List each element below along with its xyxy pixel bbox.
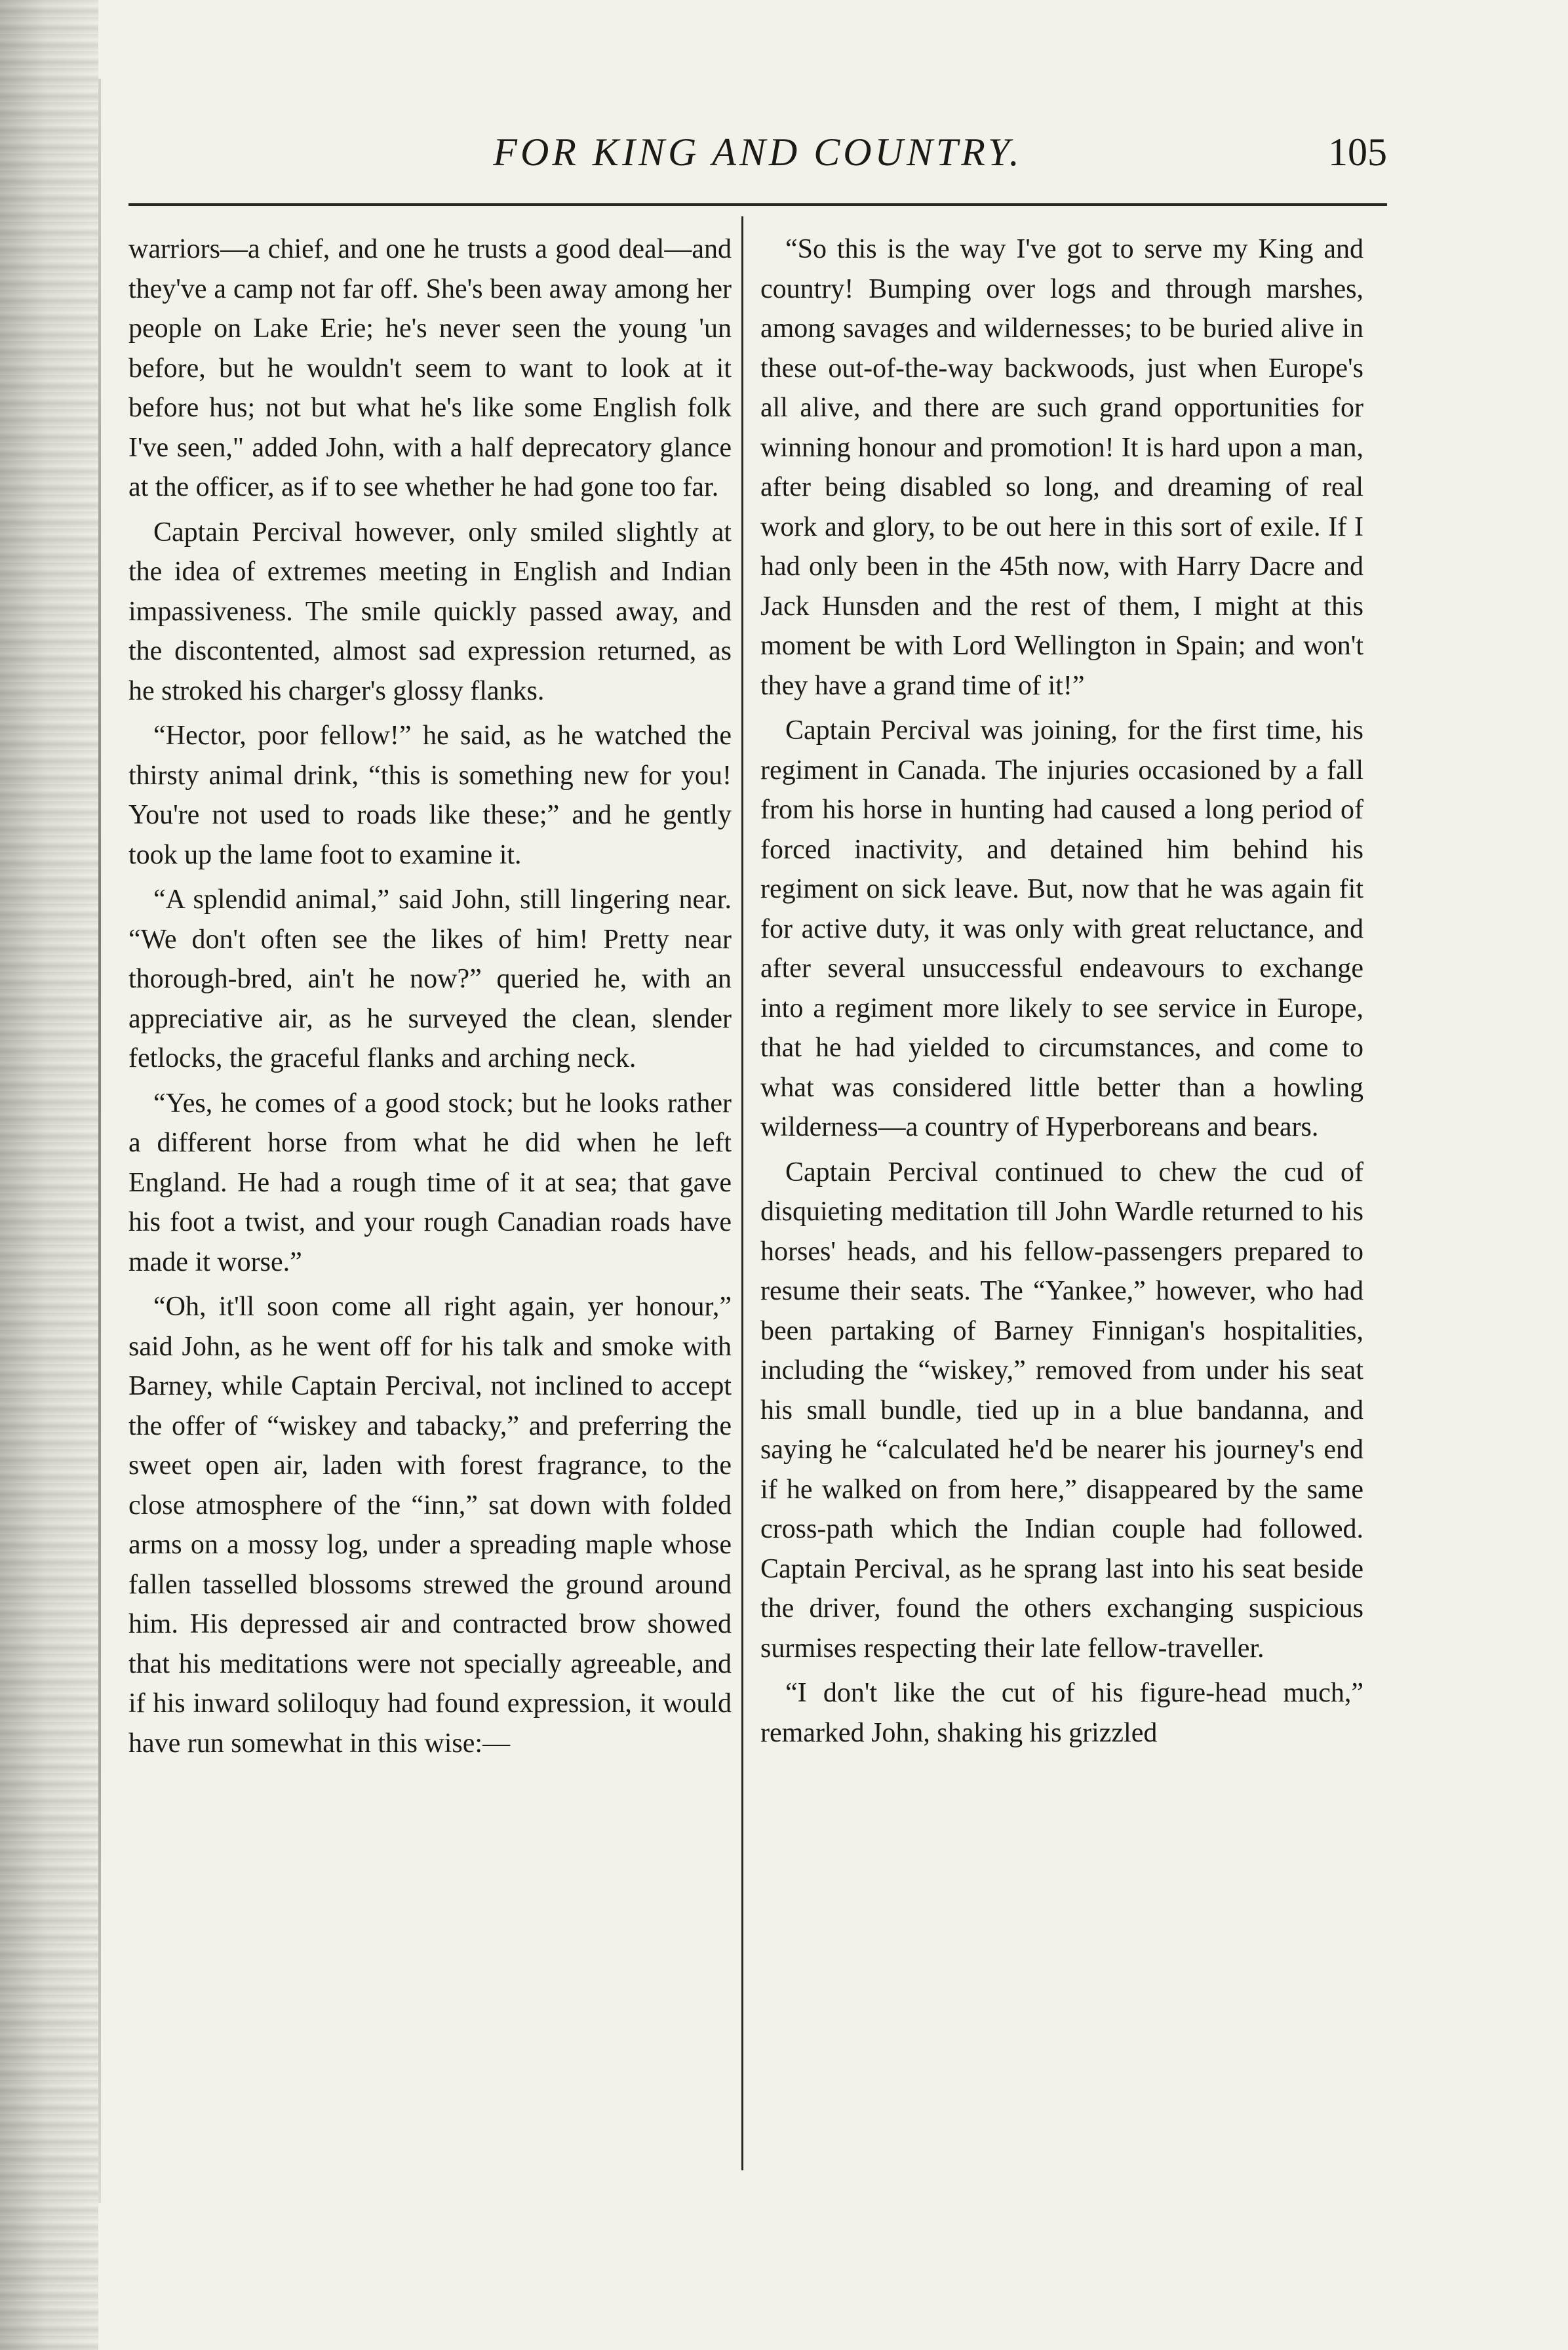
running-title: FOR KING AND COUNTRY.: [493, 130, 1023, 174]
paragraph: “I don't like the cut of his figure-head much,” remarked John, shaking his grizzled: [760, 1678, 1363, 1748]
header-rule: [128, 203, 1387, 206]
paragraph: warriors—a chief, and one he trusts a good deal—and they've a camp not far off. She's been away among her people on Lake Erie; he's never seen the young 'un before, but he wouldn't seem to want to look at it before hus; not but what he's like some English folk I've seen," added John, with a half deprecatory glance at the officer, as if to see whether he had gone too far.: [128, 234, 732, 502]
paragraph: “Oh, it'll soon come all right again, yer honour,” said John, as he went off for his talk and smoke with Barney, while Captain Percival, not inclined to accept the offer of “wiskey and tabacky,” and preferring the sweet open air, laden with forest fragrance, to the close atmosphere of the “inn,” sat down with folded arms on a mossy log, under a spreading maple whose fallen tasselled blossoms strewed the ground around him. His depressed air and contracted brow showed that his meditations were not specially agreeable, and if his inward soliloquy had found expression, it would have run somewhat in this wise:—: [128, 1292, 732, 1759]
right-column: [760, 229, 1363, 1753]
paragraph: Captain Percival continued to chew the cud of disquieting meditation till John Wardle returned to his horses' heads, and his fellow-passengers prepared to resume their seats. The “Yankee,” however, who had been partaking of Barney Finnigan's hospitalities, including the “wiskey,” removed from under his seat his small bundle, tied up in a blue bandanna, and saying he “calculated he'd be nearer his journey's end if he walked on from here,” disappeared by the same cross-path which the Indian couple had followed. Captain Percival, as he sprang last into his seat beside the driver, found the others exchanging suspicious surmises respecting their late fellow-traveller.: [760, 1157, 1363, 1663]
paragraph: “So this is the way I've got to serve my King and country! Bumping over logs and through marshes, among savages and wildernesses; to be buried alive in these out-of-the-way backwoods, just when Europe's all alive, and there are such grand opportunities for winning honour and promotion! It is hard upon a man, after being disabled so long, and dreaming of real work and glory, to be out here in this sort of exile. If I had only been in the 45th now, with Harry Dacre and Jack Hunsden and the rest of them, I might at this moment be with Lord Wellington in Spain; and won't they have a grand time of it!”: [760, 234, 1363, 701]
page-binding-edge: [0, 0, 98, 2350]
page-number: 105: [1328, 130, 1387, 174]
paragraph: Captain Percival was joining, for the first time, his regiment in Canada. The injuries occasioned by a fall from his horse in hunting had caused a long period of forced inactivity, and detained him behind his regiment on sick leave. But, now that he was again fit for active duty, it was only with great reluctance, and after several unsuccessful endeavours to exchange into a regiment more likely to see service in Europe, that he had yielded to circumstances, and come to what was considered little better than a howling wilderness—a country of Hyperboreans and bears.: [760, 715, 1363, 1142]
running-head: [128, 111, 1387, 197]
paragraph: “A splendid animal,” said John, still lingering near. “We don't often see the likes of him! Pretty near thorough-bred, ain't he now?” queried he, with an appreciative air, as he surveyed the clean, slender fetlocks, the graceful flanks and arching neck.: [128, 885, 732, 1073]
paragraph: “Hector, poor fellow!” he said, as he watched the thirsty animal drink, “this is something new for you! You're not used to roads like these;” and he gently took up the lame foot to examine it.: [128, 721, 732, 870]
page-binding-shadow: [98, 79, 101, 2203]
column-divider: [741, 216, 743, 2170]
paragraph: “Yes, he comes of a good stock; but he looks rather a different horse from what he did when he left England. He had a rough time of it at sea; that gave his foot a twist, and your rough Canadian roads have made it worse.”: [128, 1088, 732, 1277]
left-column: [128, 229, 732, 1763]
paragraph: Captain Percival however, only smiled slightly at the idea of extremes meeting in English and Indian impassiveness. The smile quickly passed away, and the discontented, almost sad expression returned, as he stroked his charger's glossy flanks.: [128, 517, 732, 706]
